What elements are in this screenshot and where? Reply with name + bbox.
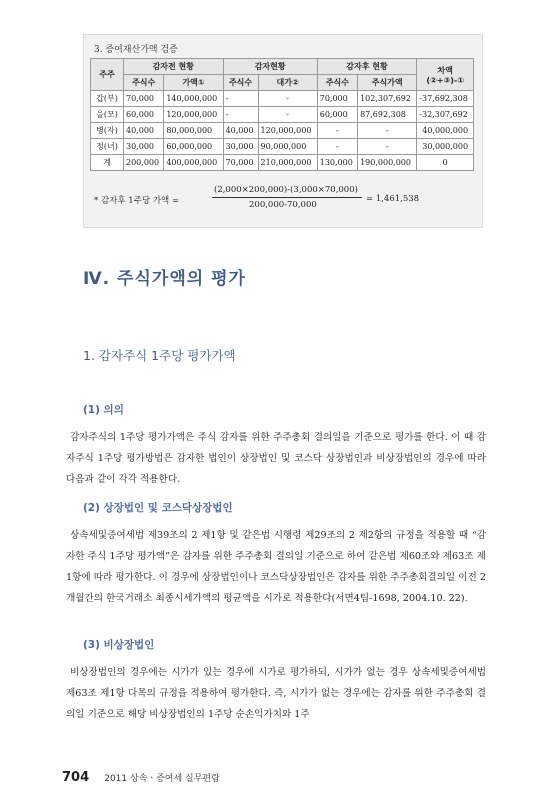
table-cell: -32,307,692 — [417, 107, 474, 123]
th-diff-label: 차액 — [437, 65, 453, 75]
table-cell: - — [223, 107, 258, 123]
subsection-title-meaning: (1) 의의 — [83, 404, 124, 416]
table-cell: 70,000 — [124, 91, 164, 107]
page-number: 704 — [62, 770, 90, 785]
table-cell: - — [223, 91, 258, 107]
paragraph-meaning: 감자주식의 1주당 평가가액은 주식 감자를 위한 주주총회 결의일을 기준으로 평가를 한다. 이 때 감자주식 1주당 평가방법은 감자한 법인이 상장법인 및 코스닥 상장법인과 비상장법인의 경우에 따라 다음과 같이 각각 적용한다. — [66, 432, 486, 485]
paragraph-unlisted: 비상장법인의 경우에는 시가가 있는 경우에 시가로 평가하되, 시가가 없는 경우 상속세및증여세법 제63조 제1항 다목의 규정을 적용하여 평가한다. 즉, 시가가 없는 경우에는 감자를 위한 주주총회 결의일 기준으로 해당 비상장법인의 1주당 순손익가치와 1주 — [66, 667, 486, 720]
table-cell: 30,000,000 — [417, 139, 474, 155]
table-row-total — [91, 155, 474, 171]
table-cell: 70,000 — [317, 91, 357, 107]
paragraph-listed: 상속세및증여세법 제39조의 2 제1항 및 같은법 시행령 제29조의 2 제2항의 규정을 적용할 때 “감자한 주식 1주당 평가액”은 감자를 위한 주주총회 결의일 기준으로 하여 같은법 제60조와 제63조 제1항에 따라 평가한다. 이 경우에 상장법인이나 코스닥상장법인은 감자를 위한 주주총회결의일 이전 2개월간의 한국거래소 최종시세가액의 평균액을 시가로 적용한다(서면4팀-1698, 2004.10. 22). — [66, 530, 486, 604]
table-cell: 400,000,000 — [164, 155, 223, 171]
table-cell: 병(자) — [91, 123, 124, 139]
chapter-title: Ⅳ. 주식가액의 평가 — [83, 269, 246, 289]
verification-box — [83, 34, 483, 228]
table-row — [91, 91, 474, 107]
th-before: 감자전 현황 — [124, 59, 224, 75]
book-title: 2011 상속ㆍ증여세 실무편람 — [104, 774, 220, 784]
table-cell: 210,000,000 — [258, 155, 317, 171]
th-shares-after: 주식수 — [317, 75, 357, 91]
subsection-title-unlisted: (3) 비상장법인 — [83, 639, 155, 651]
table-cell: 200,000 — [124, 155, 164, 171]
table-cell: 을(모) — [91, 107, 124, 123]
fraction-bar — [212, 197, 362, 198]
formula — [94, 185, 474, 215]
table-cell: - — [358, 123, 417, 139]
th-consideration2: 대가② — [258, 75, 317, 91]
table-cell: 60,000,000 — [164, 139, 223, 155]
verification-table — [90, 58, 474, 171]
table-cell: 120,000,000 — [164, 107, 223, 123]
subsection-title-listed: (2) 상장법인 및 코스닥상장법인 — [83, 502, 233, 514]
table-cell: - — [258, 107, 317, 123]
th-diff-sub: (②+③)-① — [426, 75, 464, 85]
table-cell: - — [317, 139, 357, 155]
verification-title: 3. 증여재산가액 검증 — [94, 45, 178, 55]
table-cell: 70,000 — [223, 155, 258, 171]
th-after: 감자후 현황 — [317, 59, 417, 75]
table-cell: 30,000 — [223, 139, 258, 155]
page-footer — [62, 766, 220, 785]
table-cell: - — [258, 91, 317, 107]
table-cell: -37,692,308 — [417, 91, 474, 107]
table-row — [91, 107, 474, 123]
table-cell: 102,307,692 — [358, 91, 417, 107]
table-cell: 계 — [91, 155, 124, 171]
table-row — [91, 139, 474, 155]
th-reduction: 감자현황 — [223, 59, 317, 75]
table-cell: 140,000,000 — [164, 91, 223, 107]
table-cell: 60,000 — [124, 107, 164, 123]
table-cell: 40,000,000 — [417, 123, 474, 139]
th-diff — [417, 59, 474, 91]
formula-result: = 1,461,538 — [366, 194, 420, 204]
table-cell: 80,000,000 — [164, 123, 223, 139]
formula-denominator: 200,000-70,000 — [249, 200, 317, 210]
table-cell: 40,000 — [223, 123, 258, 139]
table-cell: 0 — [417, 155, 474, 171]
table-cell: 190,000,000 — [358, 155, 417, 171]
table-cell: 90,000,000 — [258, 139, 317, 155]
table-cell: 130,000 — [317, 155, 357, 171]
th-shares-reduction: 주식수 — [223, 75, 258, 91]
table-cell: 갑(부) — [91, 91, 124, 107]
th-shareholder: 주주 — [91, 59, 124, 91]
section-title: 1. 감자주식 1주당 평가가액 — [83, 348, 236, 363]
table-cell: - — [317, 123, 357, 139]
th-value3: 주식가액 — [358, 75, 417, 91]
table-cell: - — [358, 139, 417, 155]
table-cell: 40,000 — [124, 123, 164, 139]
th-value1: 가액① — [164, 75, 223, 91]
table-cell: 87,692,308 — [358, 107, 417, 123]
th-shares-before: 주식수 — [124, 75, 164, 91]
table-cell: 30,000 — [124, 139, 164, 155]
formula-numerator: (2,000×200,000)-(3,000×70,000) — [214, 185, 358, 195]
table-cell: 정(녀) — [91, 139, 124, 155]
table-cell: 60,000 — [317, 107, 357, 123]
table-cell: 120,000,000 — [258, 123, 317, 139]
formula-label: * 감자후 1주당 가액 = — [94, 196, 180, 206]
table-row — [91, 123, 474, 139]
